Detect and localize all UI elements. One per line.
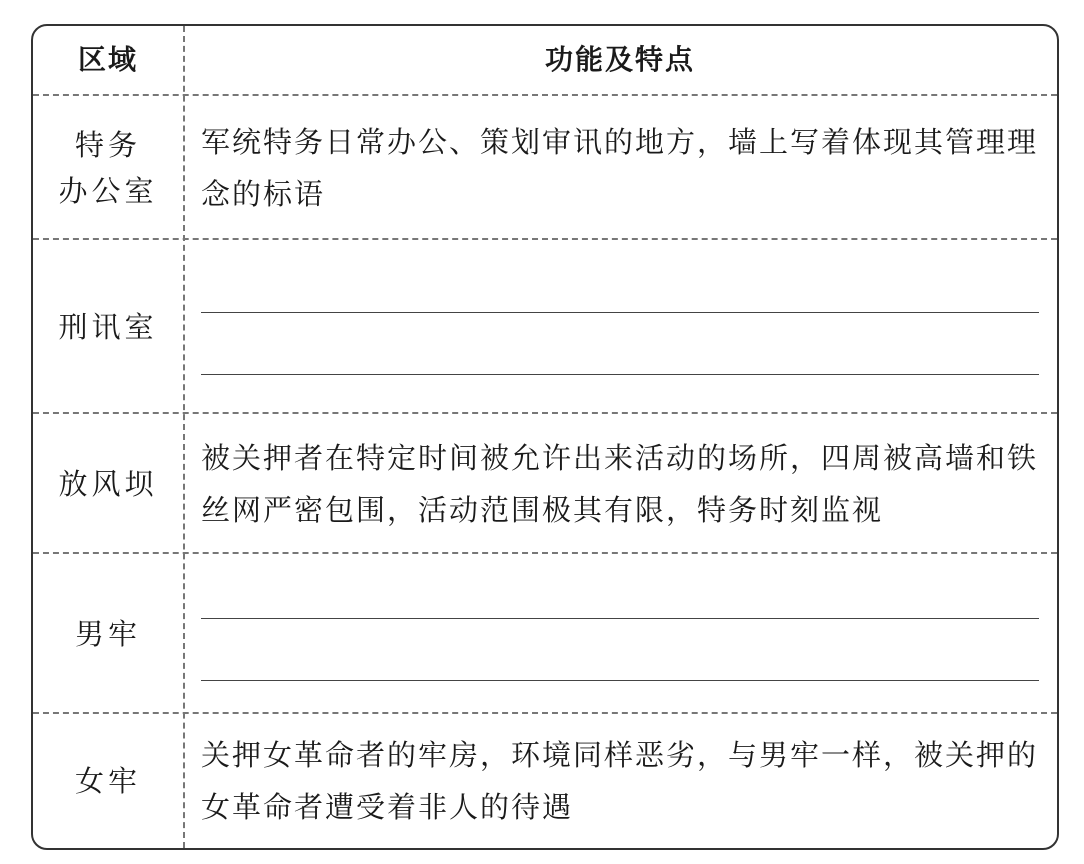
region-label: 刑讯室 bbox=[58, 310, 158, 344]
function-text: 被关押者在特定时间被允许出来活动的场所，四周被高墙和铁丝网严密包围，活动范围极其有限，特务时刻监视 bbox=[201, 441, 1039, 527]
region-label: 男牢 bbox=[74, 617, 141, 651]
answer-line[interactable] bbox=[201, 312, 1039, 313]
function-text: 军统特务日常办公、策划审讯的地方，墙上写着体现其管理理念的标语 bbox=[201, 125, 1039, 211]
answer-line[interactable] bbox=[201, 618, 1039, 619]
region-cell bbox=[33, 96, 183, 240]
region-label-line1: 特务 bbox=[74, 128, 141, 162]
table-row bbox=[33, 712, 1057, 848]
table-row bbox=[33, 552, 1057, 714]
table-header-row bbox=[33, 26, 1057, 94]
region-label: 放风坝 bbox=[58, 467, 158, 501]
answer-area[interactable] bbox=[201, 240, 1039, 414]
table-row bbox=[33, 412, 1057, 554]
region-label-line2: 办公室 bbox=[58, 174, 158, 208]
answer-area[interactable] bbox=[201, 554, 1039, 714]
function-text: 关押女革命者的牢房，环境同样恶劣，与男牢一样，被关押的女革命者遭受着非人的待遇 bbox=[201, 738, 1039, 824]
table-row bbox=[33, 238, 1057, 414]
header-function: 功能及特点 bbox=[544, 43, 695, 76]
region-label: 女牢 bbox=[74, 764, 141, 798]
worksheet-table bbox=[31, 24, 1059, 850]
answer-line[interactable] bbox=[201, 374, 1039, 375]
answer-line[interactable] bbox=[201, 680, 1039, 681]
table-row bbox=[33, 94, 1057, 240]
header-region: 区域 bbox=[77, 43, 138, 76]
